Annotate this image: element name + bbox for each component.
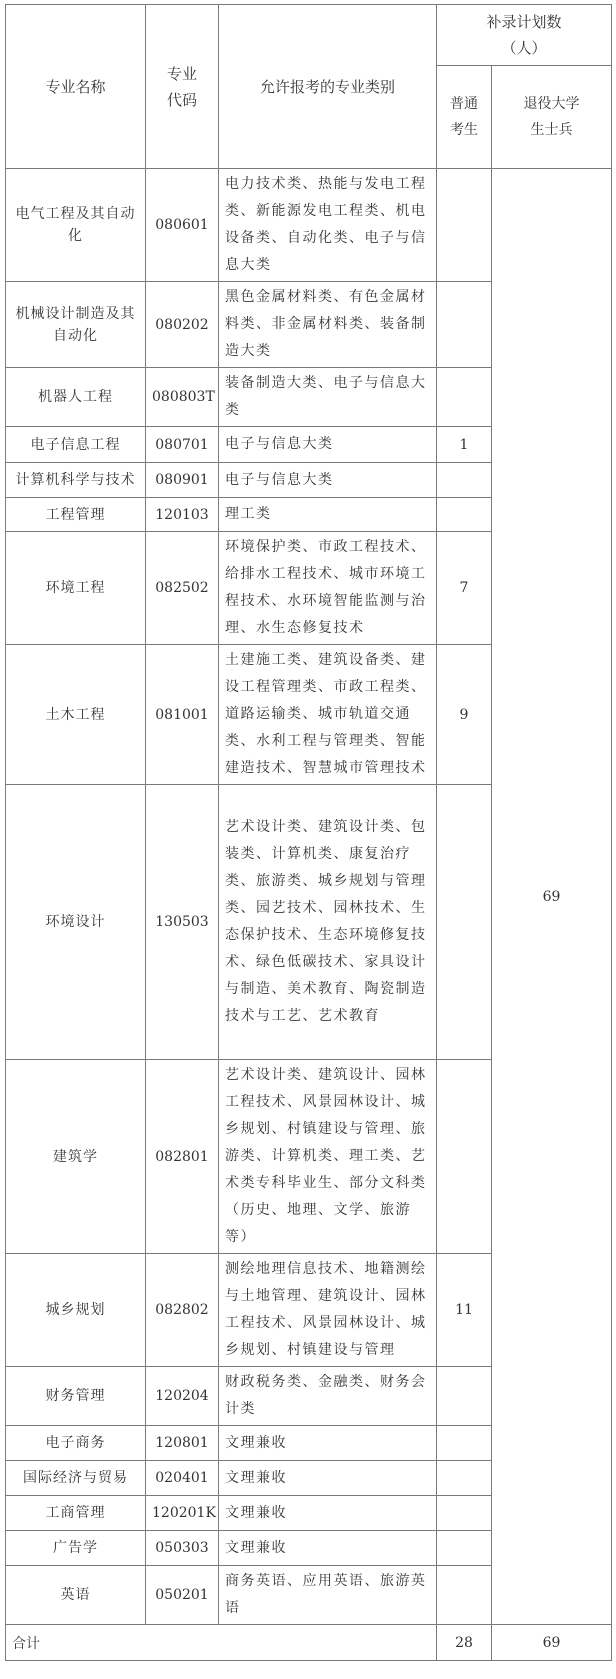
total-row	[6, 1625, 612, 1661]
allowed-categories-cell: 测绘地理信息技术、地籍测绘与土地管理、建筑设计、园林工程技术、风景园林设计、城乡规划、村镇建设与管理	[219, 1254, 437, 1367]
major-code-cell: 080701	[146, 427, 219, 463]
major-name-cell: 工程管理	[6, 498, 146, 532]
allowed-categories-cell: 文理兼收	[219, 1531, 437, 1566]
plan-count-header: 补录计划数 （人）	[437, 5, 612, 66]
allowed-categories-cell: 电子与信息大类	[219, 463, 437, 498]
allowed-categories-cell: 艺术设计类、建筑设计、园林工程技术、风景园林设计、城乡规划、村镇建设与管理、旅游类、计算机类、理工类、艺术类专科毕业生、部分文科类（历史、地理、文学、旅游等）	[219, 1060, 437, 1254]
header-row-1	[6, 5, 612, 66]
allowed-categories-cell: 土建施工类、建筑设备类、建设工程管理类、市政工程类、道路运输类、城市轨道交通类、水利工程与管理类、智能建造技术、智慧城市管理技术	[219, 645, 437, 785]
major-name-cell: 财务管理	[6, 1367, 146, 1426]
regular-count-cell	[437, 1566, 492, 1625]
major-name-cell: 机械设计制造及其自动化	[6, 282, 146, 368]
major-code-cell: 081001	[146, 645, 219, 785]
major-code-cell: 082802	[146, 1254, 219, 1367]
total-label: 合计	[6, 1625, 437, 1661]
regular-count-cell	[437, 463, 492, 498]
major-name-cell: 计算机科学与技术	[6, 463, 146, 498]
regular-count-cell	[437, 282, 492, 368]
allowed-categories-cell: 环境保护类、市政工程技术、给排水工程技术、城市环境工程技术、水环境智能监测与治理、水生态修复技术	[219, 532, 437, 645]
regular-count-cell: 11	[437, 1254, 492, 1367]
major-name-cell: 电气工程及其自动化	[6, 169, 146, 282]
major-code-cell: 020401	[146, 1461, 219, 1496]
allowed-categories-cell: 电子与信息大类	[219, 427, 437, 463]
table-body	[6, 169, 612, 1661]
major-code-cell: 050303	[146, 1531, 219, 1566]
table-row	[6, 169, 612, 282]
allowed-categories-cell: 黑色金属材料类、有色金属材料类、非金属材料类、装备制造大类	[219, 282, 437, 368]
veterans-header: 退役大学 生士兵	[492, 66, 612, 169]
allowed-categories-cell: 电力技术类、热能与发电工程类、新能源发电工程类、机电设备类、自动化类、电子与信息大类	[219, 169, 437, 282]
major-name-cell: 电子商务	[6, 1426, 146, 1461]
regular-count-cell: 1	[437, 427, 492, 463]
allowed-categories-cell: 财政税务类、金融类、财务会计类	[219, 1367, 437, 1426]
regular-count-cell	[437, 169, 492, 282]
major-code-cell: 120204	[146, 1367, 219, 1426]
admission-plan-table	[5, 4, 612, 1661]
major-code-cell: 050201	[146, 1566, 219, 1625]
regular-count-cell	[437, 1531, 492, 1566]
allowed-categories-cell: 文理兼收	[219, 1426, 437, 1461]
regular-count-cell: 7	[437, 532, 492, 645]
veterans-count-cell: 69	[492, 169, 612, 1625]
regular-count-cell	[437, 368, 492, 427]
major-name-cell: 建筑学	[6, 1060, 146, 1254]
major-name-cell: 国际经济与贸易	[6, 1461, 146, 1496]
allowed-categories-cell: 装备制造大类、电子与信息大类	[219, 368, 437, 427]
allowed-categories-cell: 文理兼收	[219, 1496, 437, 1531]
total-regular: 28	[437, 1625, 492, 1661]
major-code-cell: 130503	[146, 785, 219, 1060]
major-name-cell: 土木工程	[6, 645, 146, 785]
regular-count-cell	[437, 1426, 492, 1461]
allowed-categories-cell: 艺术设计类、建筑设计类、包装类、计算机类、康复治疗类、旅游类、城乡规划与管理类、园艺技术、园林技术、生态保护技术、生态环境修复技术、绿色低碳技术、家具设计与制造、美术教育、陶瓷制造技术与工艺、艺术教育	[219, 785, 437, 1060]
total-veterans: 69	[492, 1625, 612, 1661]
major-code-cell: 082801	[146, 1060, 219, 1254]
allowed-categories-cell: 理工类	[219, 498, 437, 532]
major-code-cell: 080901	[146, 463, 219, 498]
regular-count-cell	[437, 1060, 492, 1254]
major-name-cell: 工商管理	[6, 1496, 146, 1531]
major-code-cell: 080803T	[146, 368, 219, 427]
regular-count-cell	[437, 1367, 492, 1426]
major-code-cell: 120201K	[146, 1496, 219, 1531]
major-name-cell: 环境工程	[6, 532, 146, 645]
major-code-header: 专业 代码	[146, 5, 219, 169]
major-name-cell: 城乡规划	[6, 1254, 146, 1367]
major-code-cell: 120103	[146, 498, 219, 532]
major-code-cell: 082502	[146, 532, 219, 645]
major-name-cell: 电子信息工程	[6, 427, 146, 463]
major-code-cell: 120801	[146, 1426, 219, 1461]
allowed-categories-cell: 文理兼收	[219, 1461, 437, 1496]
regular-count-cell: 9	[437, 645, 492, 785]
major-name-cell: 机器人工程	[6, 368, 146, 427]
regular-students-header: 普通 考生	[437, 66, 492, 169]
regular-count-cell	[437, 1496, 492, 1531]
allowed-categories-header: 允许报考的专业类别	[219, 5, 437, 169]
major-code-cell: 080202	[146, 282, 219, 368]
major-name-cell: 广告学	[6, 1531, 146, 1566]
regular-count-cell	[437, 1461, 492, 1496]
regular-count-cell	[437, 785, 492, 1060]
major-name-header: 专业名称	[6, 5, 146, 169]
regular-count-cell	[437, 498, 492, 532]
allowed-categories-cell: 商务英语、应用英语、旅游英语	[219, 1566, 437, 1625]
major-name-cell: 环境设计	[6, 785, 146, 1060]
major-name-cell: 英语	[6, 1566, 146, 1625]
major-code-cell: 080601	[146, 169, 219, 282]
